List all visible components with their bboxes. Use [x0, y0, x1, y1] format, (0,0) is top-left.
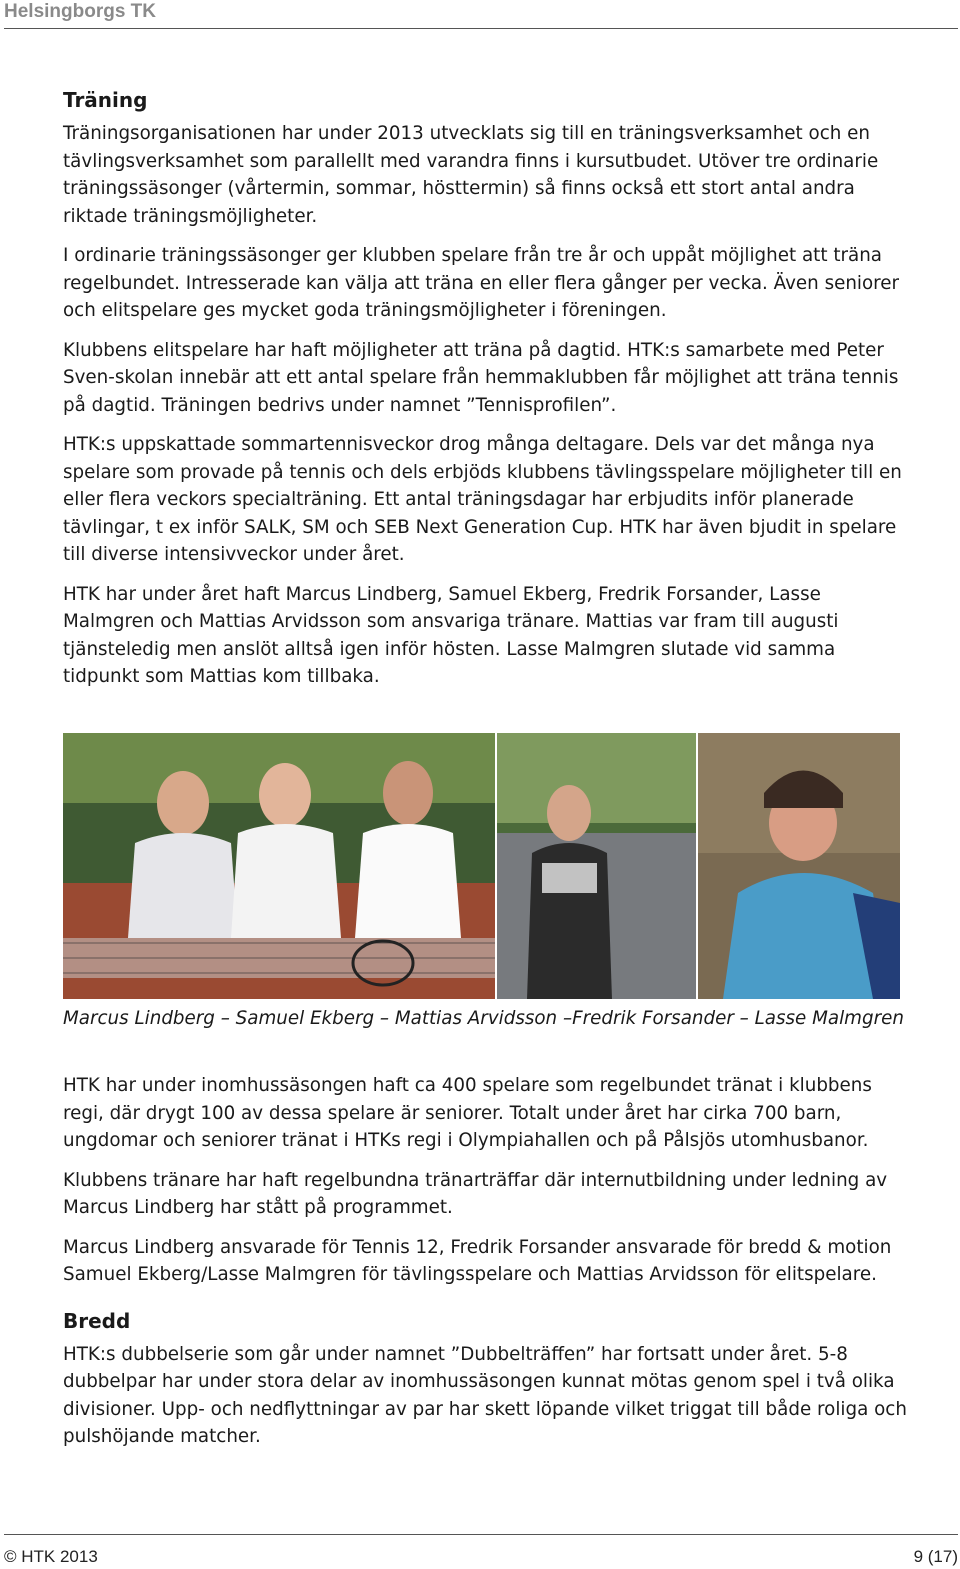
paragraph: Träningsorganisationen har under 2013 utvecklats sig till en träningsverksamhet och en tävlingsverksamhet som parallellt med varandra finns i kursutbudet. Utöver tre ordinarie träningssäsonger (vårtermin, sommar, hösttermin) så finns också ett stort antal andra riktade träningsmöjligheter. [63, 123, 879, 227]
paragraph: HTK har under inomhussäsongen haft ca 400 spelare som regelbundet tränat i klubbens regi, där drygt 100 av dessa spelare är seniorer. Totalt under året har cirka 700 barn, ungdomar och seniorer tränat i HTKs regi i Olympiahallen och på Pålsjös utomhusbanor. [63, 1075, 872, 1151]
page-number: 9 (17) [913, 1547, 958, 1566]
paragraph: HTK:s dubbelserie som går under namnet ”Dubbelträffen” har fortsatt under året. 5-8 dubbelpar har under stora delar av inomhussäsongen kunnat mötas genom spel i två olika divisioner. Upp- och nedflyttningar av par har skett löpande vilket triggat till både roliga och pulshöjande matcher. [63, 1343, 907, 1447]
group-photo-three-coaches [63, 733, 495, 999]
paragraph: HTK:s uppskattade sommartennisveckor drog många deltagare. Dels var det många nya spelare som provade på tennis och dels erbjöds klubbens tävlingsspelare möjligheter till en eller flera veckors specialträning. Ett antal träningsdagar har erbjudits inför planerade tävlingar, t ex inför SALK, SM och SEB Next Generation Cup. HTK har även bjudit in spelare till diverse intensivveckor under året. [63, 434, 902, 565]
photo-lasse-malmgren [698, 733, 900, 999]
section-heading-traning: Träning [63, 88, 148, 112]
paragraph: Klubbens elitspelare har haft möjligheter att träna på dagtid. HTK:s samarbete med Peter Sven-skolan innebär att ett antal spelare från hemmaklubben får möjlighet att träna tennis på dagtid. Träningen bedrivs under namnet ”Tennisprofilen”. [63, 339, 899, 416]
section-heading-bredd: Bredd [63, 1308, 131, 1333]
paragraph: Marcus Lindberg ansvarade för Tennis 12, Fredrik Forsander ansvarade för bredd & motion Samuel Ekberg/Lasse Malmgren för tävlingsspelare och Mattias Arvidsson för elitspelare. [63, 1236, 892, 1285]
header-title: Helsingborgs TK [4, 1, 157, 22]
paragraph: Klubbens tränare har haft regelbundna tränarträffar där internutbildning under ledning av Marcus Lindberg har stått på programmet. [63, 1169, 888, 1218]
paragraph: I ordinarie träningssäsonger ger klubben spelare från tre år och uppåt möjlighet att träna regelbundet. Intresserade kan välja att träna en eller flera gånger per vecka. Även seniorer och elitspelare ges mycket goda träningsmöjligheter i föreningen. [63, 245, 900, 321]
document-body [63, 86, 909, 1463]
paragraph: HTK har under året haft Marcus Lindberg, Samuel Ekberg, Fredrik Forsander, Lasse Malmgren och Mattias Arvidsson som ansvariga tränare. Mattias var fram till augusti tjänsteledig men anslöt alltså igen inför hösten. Lasse Malmgren slutade vid samma tidpunkt som Mattias kom tillbaka. [63, 583, 839, 687]
photo-fredrik-forsander [497, 733, 696, 999]
footer-copyright: © HTK 2013 [4, 1547, 98, 1566]
page-footer [4, 1534, 958, 1566]
photo-caption: Marcus Lindberg – Samuel Ekberg – Mattias Arvidsson –Fredrik Forsander – Lasse Malmgren [63, 1007, 904, 1029]
page-header [4, 0, 958, 29]
coaches-photos [63, 733, 909, 1001]
